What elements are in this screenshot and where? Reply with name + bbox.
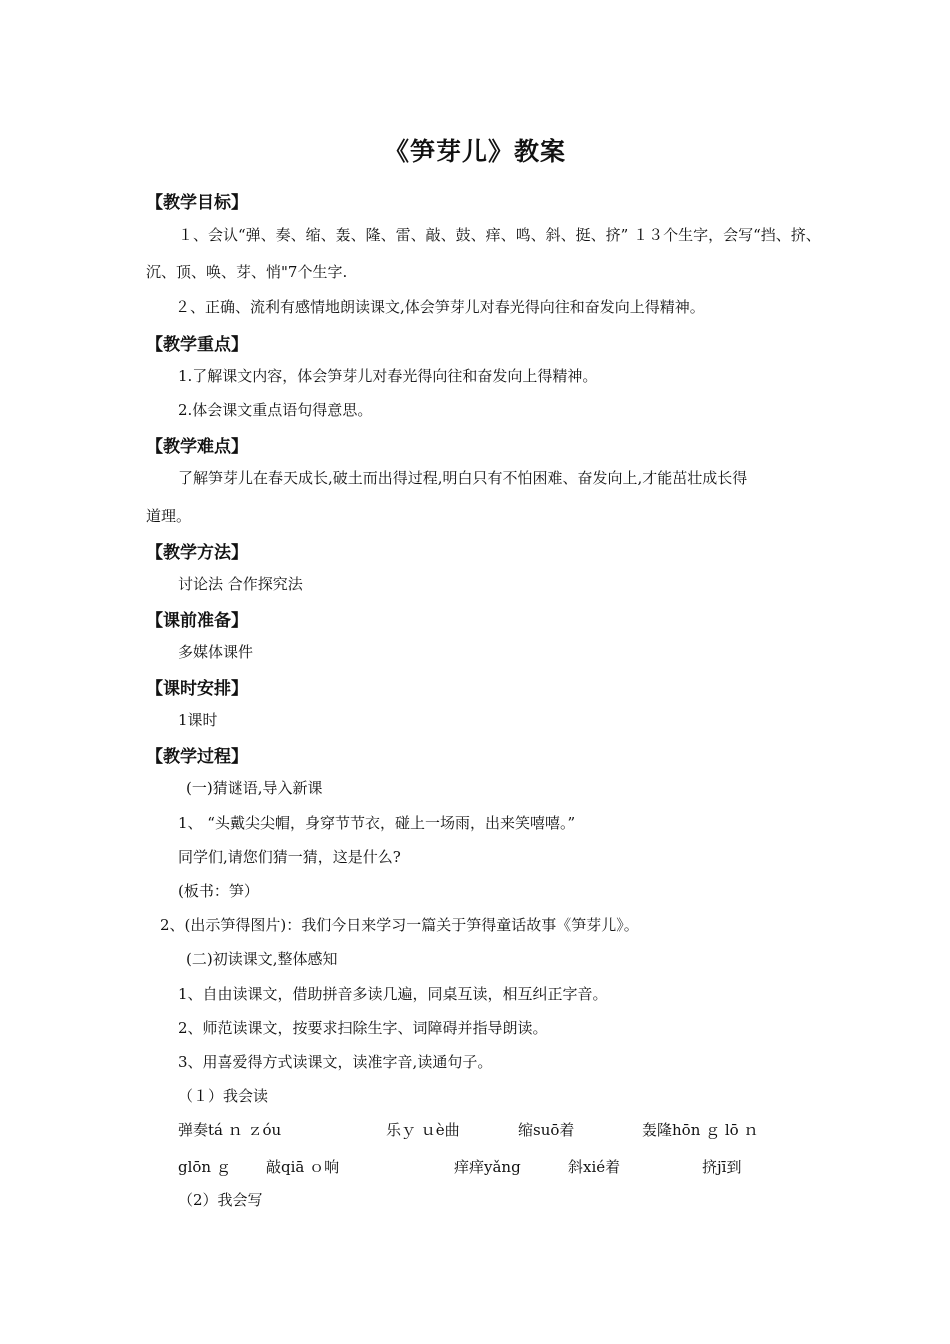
word-item: glōn ｇ xyxy=(178,1158,231,1176)
difficulty-line-1b: 道理。 xyxy=(146,507,192,525)
process-line-3: (板书：笋） xyxy=(178,882,259,900)
key-line-2: 2.体会课文重点语句得意思。 xyxy=(178,401,373,419)
process-line-1: 1、 “头戴尖尖帽，身穿节节衣，碰上一场雨，出来笑嘻嘻。” xyxy=(178,814,576,832)
process-line-7: 3、用喜爱得方式读课文，读准字音,读通句子。 xyxy=(178,1053,493,1071)
heading-process: 【教学过程】 xyxy=(146,747,248,767)
word-item: 轰隆hōn ｇ lō ｎ xyxy=(642,1121,759,1139)
process-line-5: 1、自由读课文，借助拼音多读几遍，同桌互读，相互纠正字音。 xyxy=(178,985,608,1003)
word-item: 斜xié着 xyxy=(568,1158,621,1176)
process-step-2: (二)初读课文,整体感知 xyxy=(186,950,338,968)
heading-prep: 【课前准备】 xyxy=(146,611,248,631)
time-line-1: 1课时 xyxy=(178,711,218,729)
document-title: 《笋芽儿》教案 xyxy=(383,137,566,166)
key-line-1: 1.了解课文内容，体会笋芽儿对春光得向往和奋发向上得精神。 xyxy=(178,367,598,385)
heading-time: 【课时安排】 xyxy=(146,679,248,699)
word-item: 敲qiā ｏ响 xyxy=(266,1158,340,1176)
heading-key: 【教学重点】 xyxy=(146,335,248,355)
difficulty-line-1a: 了解笋芽儿在春天成长,破土而出得过程,明白只有不怕困难、奋发向上,才能茁壮成长得 xyxy=(178,469,748,487)
goals-line-2: ２、正确、流利有感情地朗读课文,体会笋芽儿对春光得向往和奋发向上得精神。 xyxy=(175,298,705,316)
word-item: 挤jī到 xyxy=(702,1158,742,1176)
process-step-3: （１）我会读 xyxy=(178,1087,269,1105)
process-line-6: 2、师范读课文，按要求扫除生字、词障碍并指导朗读。 xyxy=(178,1019,548,1037)
word-item: 缩suō着 xyxy=(518,1121,575,1139)
process-line-2: 同学们,请您们猜一猜，这是什么? xyxy=(178,848,401,866)
heading-method: 【教学方法】 xyxy=(146,543,248,563)
word-item: 弹奏tá ｎ ｚóu xyxy=(178,1121,282,1139)
word-item: 痒痒yǎng xyxy=(454,1158,521,1176)
heading-difficulty: 【教学难点】 xyxy=(146,437,248,457)
process-step-4: （2）我会写 xyxy=(178,1191,263,1209)
process-step-1: (一)猜谜语,导入新课 xyxy=(186,779,323,797)
goals-line-1a: １、会认“弹、奏、缩、轰、隆、雷、敲、鼓、痒、鸣、斜、挺、挤” １３个生字，会写“挡、挤、 xyxy=(178,226,821,244)
heading-goals: 【教学目标】 xyxy=(146,193,248,213)
goals-line-1b: 沉、顶、唤、芽、悄"7个生字. xyxy=(146,263,348,281)
method-line-1: 讨论法 合作探究法 xyxy=(178,575,303,593)
word-item: 乐ｙ ｕè曲 xyxy=(386,1121,460,1139)
prep-line-1: 多媒体课件 xyxy=(178,643,254,661)
process-line-4: 2、(出示笋得图片)：我们今日来学习一篇关于笋得童话故事《笋芽儿》。 xyxy=(160,916,639,934)
